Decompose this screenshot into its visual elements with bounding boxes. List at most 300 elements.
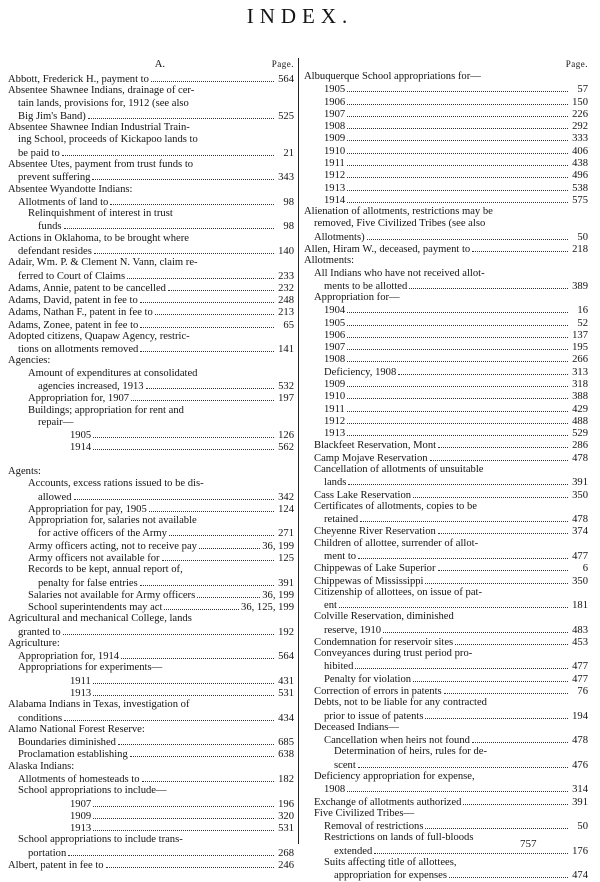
index-entry: [8, 687, 294, 699]
index-entry: [8, 638, 294, 650]
index-entry: [304, 783, 588, 795]
index-entry: [304, 206, 588, 218]
index-entry: [304, 685, 588, 697]
index-entry: [304, 648, 588, 660]
section-letter: A.: [154, 59, 166, 70]
dot-leader: [127, 270, 274, 279]
entry-text: ments to be allotted: [324, 280, 408, 292]
index-entry: [8, 355, 294, 367]
entry-page-number: 564: [278, 651, 294, 663]
dot-leader: [168, 282, 274, 291]
entry-text: hibited: [324, 661, 354, 673]
index-entry: [304, 722, 588, 734]
entry-page-number: 196: [278, 798, 294, 810]
entry-page-number: 374: [572, 526, 588, 538]
dot-leader: [425, 820, 568, 829]
entry-page-number: 176: [572, 845, 588, 857]
dot-leader: [347, 403, 568, 412]
entry-text: Certificates of allotments, copies to be: [314, 500, 477, 512]
index-entry: [304, 746, 588, 758]
index-entry: [304, 587, 588, 599]
entry-text: ing School, proceeds of Kickapoo lands to: [18, 134, 198, 146]
entry-text: removed, Five Civilized Tribes (see also: [314, 218, 486, 230]
dot-leader: [347, 329, 568, 338]
entry-page-number: 529: [572, 428, 588, 440]
entry-page-number: 16: [577, 305, 588, 317]
index-entry: [8, 122, 294, 134]
dot-leader: [347, 145, 568, 154]
entry-text: ferred to Court of Claims: [18, 270, 126, 282]
index-entry: [8, 748, 294, 760]
index-entry: [304, 611, 588, 623]
entry-page-number: 195: [572, 342, 588, 354]
entry-page-number: 150: [572, 96, 588, 108]
entry-page-number: 531: [278, 688, 294, 699]
entry-text: Alaska Indians:: [8, 760, 75, 772]
entry-page-number: 52: [577, 317, 588, 329]
entry-page-number: 333: [572, 133, 588, 145]
dot-leader: [93, 810, 274, 819]
entry-text: 1909: [324, 379, 346, 390]
entry-text: Citizenship of allottees, on issue of pat-: [314, 586, 482, 598]
index-entry: [8, 134, 294, 146]
dot-leader: [347, 317, 568, 326]
entry-page-number: 531: [278, 823, 294, 835]
entry-page-number: 320: [278, 810, 294, 822]
dot-leader: [358, 550, 568, 559]
index-entry: [8, 257, 294, 269]
dot-leader: [347, 96, 568, 105]
index-entry: [304, 218, 588, 230]
index-entry: [8, 466, 294, 478]
entry-page-number: 477: [572, 550, 588, 562]
entry-page-number: 76: [577, 686, 588, 697]
dot-leader: [438, 525, 568, 534]
entry-text: Proclamation establishing: [18, 749, 128, 761]
entry-page-number: 478: [572, 452, 588, 464]
dot-leader: [140, 343, 274, 352]
index-entry: [304, 734, 588, 746]
dot-leader: [131, 392, 274, 401]
index-entry: [304, 501, 588, 513]
dot-leader: [347, 182, 568, 191]
entry-text: 1913: [324, 428, 346, 440]
index-entry: [304, 660, 588, 672]
entry-text: ment to: [324, 550, 357, 562]
entry-text: appropriation for expenses: [334, 870, 447, 882]
entry-page-number: 266: [572, 354, 588, 366]
entry-text: 1909: [70, 810, 92, 822]
entry-page-number: 268: [278, 847, 294, 859]
entry-page-number: 538: [572, 182, 588, 194]
index-entry: [304, 697, 588, 709]
page-column-label: Page.: [271, 59, 294, 69]
index-entry: [304, 710, 588, 722]
index-entry: [8, 294, 294, 306]
entry-page-number: 350: [572, 575, 588, 587]
entry-text: Exchange of allotments authorized: [314, 796, 462, 808]
dot-leader: [93, 429, 274, 438]
index-entry: [304, 427, 588, 439]
entry-text: Agents:: [8, 466, 41, 477]
entry-text: 1911: [324, 403, 345, 415]
entry-page-number: 389: [572, 280, 588, 292]
index-entry: [8, 331, 294, 343]
index-entry: [8, 761, 294, 773]
index-entry: [304, 403, 588, 415]
entry-text: Army officers acting, not to receive pay: [28, 540, 197, 552]
index-entry: [8, 503, 294, 515]
entry-text: 1912: [324, 415, 346, 427]
entry-page-number: 125: [278, 552, 294, 564]
dot-leader: [438, 439, 568, 448]
index-entry: [8, 110, 294, 122]
index-entry: [8, 184, 294, 196]
index-entry: [304, 280, 588, 292]
index-entry: [8, 171, 294, 183]
index-entry: [8, 773, 294, 785]
index-entry: [8, 478, 294, 490]
dot-leader: [430, 452, 568, 461]
dot-leader: [63, 626, 274, 635]
index-entry: [304, 329, 588, 341]
index-entry: [8, 282, 294, 294]
entry-page-number: 286: [572, 440, 588, 452]
dot-leader: [347, 120, 568, 129]
entry-page-number: 391: [278, 577, 294, 589]
dot-leader: [169, 527, 274, 536]
index-entry: [8, 491, 294, 503]
entry-text: 1904: [324, 305, 346, 317]
entry-page-number: 685: [278, 737, 294, 749]
index-entry: [304, 108, 588, 120]
entry-page-number: 194: [572, 710, 588, 722]
dot-leader: [155, 306, 274, 315]
dot-leader: [383, 624, 568, 633]
entry-text: Absentee Shawnee Indians, drainage of cer-: [8, 85, 195, 97]
index-entry: [304, 562, 588, 574]
entry-text: 1911: [324, 158, 345, 169]
dot-leader: [409, 280, 568, 289]
entry-text: Adopted citizens, Quapaw Agency, restric-: [8, 330, 190, 342]
entry-text: Allotments:: [304, 255, 355, 267]
entry-page-number: 232: [278, 282, 294, 294]
entry-text: Adams, Nathan F., patent in fee to: [8, 307, 153, 319]
index-entry: [8, 675, 294, 687]
entry-text: 1907: [324, 342, 346, 354]
index-entry: [8, 552, 294, 564]
entry-text: for active officers of the Army: [38, 528, 167, 540]
dot-leader: [347, 353, 568, 362]
entry-page-number: 431: [278, 675, 294, 687]
entry-text: 1910: [324, 145, 346, 157]
entry-text: Absentee Wyandotte Indians:: [8, 183, 133, 195]
entry-text: 1909: [324, 133, 346, 145]
entry-text: Alamo National Forest Reserve:: [8, 723, 145, 735]
entry-text: School superintendents may act: [28, 602, 163, 613]
index-entry: [304, 857, 588, 869]
entry-text: 1910: [324, 391, 346, 403]
entry-page-number: 137: [572, 329, 588, 341]
entry-text: funds: [38, 221, 62, 233]
index-entry: [8, 810, 294, 822]
index-entry: [304, 157, 588, 169]
index-entry: [8, 196, 294, 208]
dot-leader: [164, 601, 239, 610]
index-entry: [8, 208, 294, 220]
index-entry: [304, 96, 588, 108]
entry-page-number: 434: [278, 712, 294, 724]
entry-text: 1908: [324, 354, 346, 366]
dot-leader: [93, 441, 274, 450]
entry-text: Correction of errors in patents: [314, 686, 442, 697]
entry-page-number: 318: [572, 379, 588, 390]
dot-leader: [360, 513, 568, 522]
entry-page-number: 213: [278, 307, 294, 319]
index-entry: [8, 98, 294, 110]
entry-text: 1914: [70, 442, 92, 454]
index-entry: [304, 243, 588, 255]
entry-text: Appropriation for—: [314, 292, 400, 303]
index-entry: [8, 798, 294, 810]
page-number: 757: [520, 838, 537, 850]
dot-leader: [199, 540, 260, 549]
dot-leader: [413, 489, 568, 498]
dot-leader: [93, 687, 274, 696]
entry-text: Big Jim's Band): [18, 110, 86, 122]
index-entry: [8, 613, 294, 625]
entry-text: Alabama Indians in Texas, investigation of: [8, 699, 190, 711]
dot-leader: [88, 110, 274, 119]
entry-text: 1911: [70, 675, 91, 687]
entry-text: Amount of expenditures at consolidated: [28, 367, 198, 379]
entry-text: Five Civilized Tribes—: [314, 807, 415, 819]
dot-leader: [472, 243, 568, 252]
entry-page-number: 124: [278, 503, 294, 515]
index-entry: [304, 550, 588, 562]
entry-text: 1906: [324, 96, 346, 108]
index-entry: [8, 417, 294, 429]
entry-text: be paid to: [18, 147, 60, 159]
index-entry: [304, 145, 588, 157]
entry-text: prior to issue of patents: [324, 710, 424, 722]
dot-leader: [347, 415, 568, 424]
dot-leader: [93, 798, 274, 807]
dot-leader: [146, 380, 274, 389]
entry-page-number: 314: [572, 784, 588, 796]
entry-text: Appropriations for experiments—: [18, 662, 163, 674]
dot-leader: [140, 319, 274, 328]
entry-page-number: 350: [572, 489, 588, 501]
entry-page-number: 246: [278, 859, 294, 871]
index-entry: [8, 540, 294, 552]
index-entry: [8, 306, 294, 318]
entry-text: Adams, Zonee, patent in fee to: [8, 319, 139, 331]
entry-page-number: 50: [577, 231, 588, 243]
entry-text: 1908: [324, 784, 346, 796]
index-entry: [8, 564, 294, 576]
dot-leader: [438, 562, 568, 571]
entry-text: 1907: [324, 108, 346, 120]
index-entry: [304, 452, 588, 464]
dot-leader: [472, 734, 568, 743]
entry-page-number: 181: [572, 600, 588, 611]
entry-text: Suits affecting title of allottees,: [324, 856, 457, 868]
entry-text: Alienation of allotments, restrictions may be: [304, 206, 493, 218]
entry-page-number: 638: [278, 749, 294, 761]
dot-leader: [347, 108, 568, 117]
entry-page-number: 429: [572, 403, 588, 415]
dot-leader: [413, 673, 568, 682]
entry-text: defendant resides: [18, 245, 92, 257]
entry-text: Removal of restrictions: [324, 821, 424, 833]
entry-text: Absentee Utes, payment from trust funds to: [8, 159, 194, 170]
index-entry: [8, 724, 294, 736]
index-entry: [304, 231, 588, 243]
entry-text: Cass Lake Reservation: [314, 489, 412, 501]
index-entry: [304, 771, 588, 783]
dot-leader: [149, 503, 274, 512]
entry-text: scent: [334, 759, 356, 771]
dot-leader: [64, 712, 274, 721]
dot-leader: [374, 845, 568, 854]
entry-page-number: 474: [572, 870, 588, 882]
entry-text: Buildings; appropriation for rent and: [28, 404, 184, 416]
index-entry: [8, 527, 294, 539]
entry-page-number: 21: [283, 147, 294, 159]
index-entry: [8, 159, 294, 171]
index-entry: [8, 515, 294, 527]
entry-text: 1908: [324, 121, 346, 133]
entry-text: lands: [324, 477, 347, 489]
index-entry: [304, 439, 588, 451]
index-entry: [304, 292, 588, 304]
entry-text: 1914: [324, 194, 346, 206]
dot-leader: [355, 660, 568, 669]
entry-text: Cancellation when heirs not found: [324, 735, 470, 747]
entry-text: Allotments): [314, 231, 365, 243]
entry-page-number: 477: [572, 661, 588, 673]
dot-leader: [367, 231, 568, 240]
entry-text: Condemnation for reservoir sites: [314, 636, 454, 648]
entry-page-number: 36, 125, 199: [241, 602, 294, 613]
index-entry: [304, 71, 588, 83]
entry-text: Adams, Annie, patent to be cancelled: [8, 282, 166, 294]
entry-page-number: 476: [572, 759, 588, 771]
entry-page-number: 65: [283, 319, 294, 331]
entry-text: Agriculture:: [8, 637, 60, 649]
page-column-header: [8, 58, 294, 70]
index-entry: [304, 513, 588, 525]
dot-leader: [162, 552, 274, 561]
entry-page-number: 226: [572, 108, 588, 120]
entry-page-number: 478: [572, 735, 588, 747]
entry-text: Camp Mojave Reservation: [314, 452, 428, 464]
entry-text: 1905: [324, 317, 346, 329]
dot-leader: [110, 196, 274, 205]
dot-leader: [455, 636, 568, 645]
entry-text: Abbott, Frederick H., payment to: [8, 74, 149, 85]
page-column-label: Page.: [565, 59, 588, 69]
index-entry: [304, 464, 588, 476]
entry-text: retained: [324, 514, 359, 526]
entry-text: 1913: [70, 823, 92, 835]
index-entry: [304, 120, 588, 132]
entry-page-number: 532: [278, 381, 294, 392]
entry-text: prevent suffering: [18, 172, 91, 184]
index-entry: [304, 575, 588, 587]
index-entry: [304, 169, 588, 181]
index-entry: [8, 319, 294, 331]
entry-text: Cheyenne River Reservation: [314, 526, 436, 538]
entry-page-number: 525: [278, 110, 294, 122]
index-entry: [8, 220, 294, 232]
entry-text: tain lands, provisions for, 1912 (see also: [18, 97, 189, 109]
entry-text: Accounts, excess rations issued to be dis-: [28, 478, 204, 490]
dot-leader: [93, 822, 274, 831]
index-entry: [8, 601, 294, 613]
entry-text: Children of allottee, surrender of allot-: [314, 537, 479, 549]
page-column-header: [304, 58, 588, 70]
entry-text: agencies increased, 1913: [38, 381, 144, 392]
entry-text: 1905: [70, 430, 92, 442]
entry-page-number: 391: [572, 477, 588, 489]
entry-page-number: 313: [572, 366, 588, 378]
entry-text: 1907: [70, 798, 92, 810]
index-entry: [304, 194, 588, 206]
entry-text: Adams, David, patent in fee to: [8, 295, 138, 306]
index-entry: [8, 441, 294, 453]
entry-text: Chippewas of Mississippi: [314, 575, 424, 587]
entry-page-number: 192: [278, 626, 294, 638]
index-entry: [304, 869, 588, 881]
entry-page-number: 343: [278, 172, 294, 184]
entry-text: School appropriations to include trans-: [18, 834, 183, 846]
entry-text: tions on allotments removed: [18, 344, 139, 356]
entry-text: Appropriation for, 1907: [28, 393, 130, 405]
index-entry: [8, 392, 294, 404]
entry-text: Colville Reservation, diminished: [314, 611, 454, 623]
entry-page-number: 233: [278, 270, 294, 282]
index-entry: [8, 822, 294, 834]
entry-page-number: 562: [278, 442, 294, 454]
entry-text: repair—: [38, 416, 74, 428]
index-entry: [304, 83, 588, 95]
entry-page-number: 292: [572, 121, 588, 133]
index-entry: [304, 341, 588, 353]
index-entry: [8, 589, 294, 601]
entry-text: Appropriation for pay, 1905: [28, 503, 147, 515]
entry-page-number: 6: [582, 563, 588, 575]
index-entry: [304, 832, 588, 844]
dot-leader: [347, 83, 568, 92]
index-entry: [304, 636, 588, 648]
entry-text: Boundaries diminished: [18, 737, 116, 749]
entry-text: Cancellation of allotments of unsuitable: [314, 464, 484, 475]
index-entry: [304, 268, 588, 280]
index-entry: [8, 233, 294, 245]
entry-text: conditions: [18, 712, 63, 724]
entry-page-number: 388: [572, 391, 588, 403]
entry-page-number: 141: [278, 344, 294, 356]
entry-text: Albert, patent in fee to: [8, 859, 104, 871]
entry-text: Appropriation for, 1914: [18, 651, 120, 663]
entry-text: Absentee Shawnee Indian Industrial Train-: [8, 122, 190, 134]
index-entry: [8, 270, 294, 282]
index-entry: [8, 785, 294, 797]
dot-leader: [92, 171, 274, 180]
entry-text: reserve, 1910: [324, 624, 382, 636]
